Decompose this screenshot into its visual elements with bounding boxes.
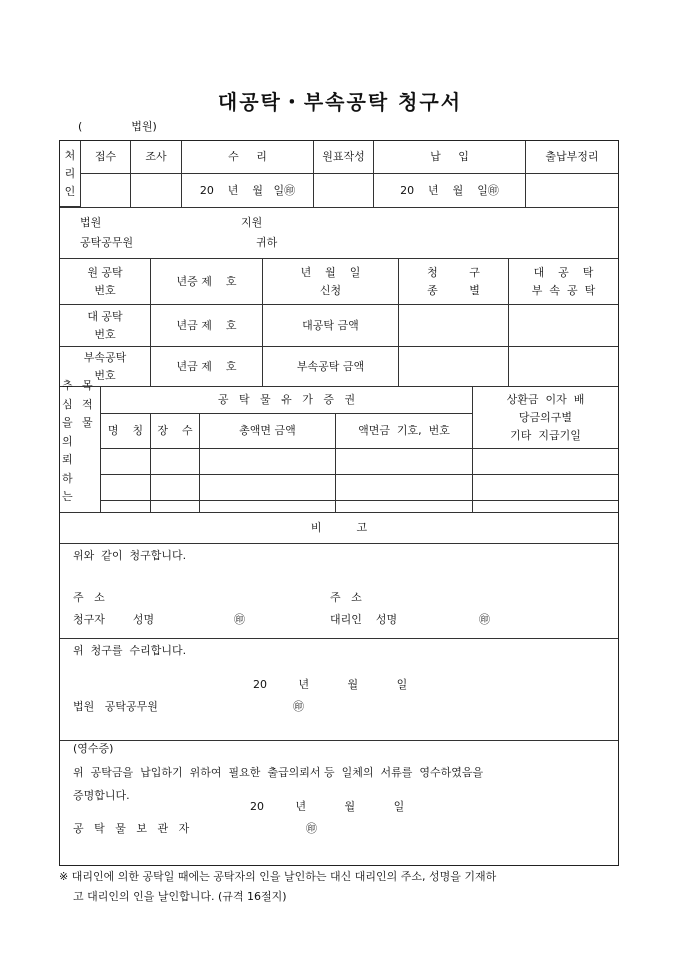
acceptance-officer: 법원 공탁공무원 (73, 700, 158, 713)
sub-no-label: 대 공탁 번호 (59, 304, 151, 347)
receipt-keeper: 공 탁 물 보 관 자 (73, 822, 190, 835)
securities-cell-total[interactable] (199, 448, 336, 475)
securities-side-label-1: 추 심 을 의 뢰 하 는 (62, 379, 73, 503)
sub-amount-label: 대공탁 금액 (262, 304, 399, 347)
securities-header: 공 탁 물 유 가 증 권 (100, 386, 473, 414)
disbursement-cell[interactable] (525, 173, 619, 208)
addressee-box (59, 207, 619, 259)
securities-cell-count[interactable] (150, 474, 200, 501)
securities-cell-payment-info[interactable] (472, 448, 619, 475)
acceptance-statement: 위 청구를 수리합니다. (73, 644, 187, 657)
remarks-header: 비 고 (59, 512, 619, 544)
form-title: 대공탁・부속공탁 청구서 (217, 90, 463, 114)
col-serial: 액면금 기호, 번호 (335, 413, 473, 449)
payment-date[interactable]: 20 년 월 일㊞ (373, 173, 526, 208)
securities-side-label-2: 목 적 물 (82, 379, 93, 429)
header-investigation: 조사 (130, 140, 182, 174)
claimant-name[interactable]: 청구자 성명 (73, 613, 155, 626)
col-total: 총액면 금액 (199, 413, 336, 449)
receipt-body: 위 공탁금을 납입하기 위하여 필요한 출급의뢰서 등 일체의 서류를 영수하였음을 증명합니다. (73, 766, 484, 802)
receipt-title: (영수증) (73, 742, 114, 755)
request-statement: 위와 같이 청구합니다. (73, 549, 187, 562)
receipt-cell[interactable] (80, 173, 131, 208)
securities-cell-name[interactable] (100, 474, 151, 501)
sub-amount-value[interactable] (398, 304, 509, 347)
header-ledger: 원표작성 (313, 140, 374, 174)
header-disbursement: 출납부정리 (525, 140, 619, 174)
agent-seal-icon: ㊞ (479, 613, 490, 626)
att-amount-extra[interactable] (508, 346, 619, 387)
orig-no-label: 원 공탁 번호 (59, 258, 151, 305)
addressee-honorific: 귀하 (256, 236, 278, 249)
att-no-value[interactable]: 년금 제 호 (150, 346, 263, 387)
investigation-cell[interactable] (130, 173, 182, 208)
securities-cell-payment-info[interactable] (472, 474, 619, 501)
addressee-branch: 지원 (241, 216, 263, 229)
sub-no-value[interactable]: 년금 제 호 (150, 304, 263, 347)
att-no-label: 부속공탁 번호 (59, 346, 151, 387)
header-acceptance: 수 리 (181, 140, 314, 174)
securities-cell-total[interactable] (199, 474, 336, 501)
agent-address[interactable]: 주 소 (330, 591, 362, 604)
col-count: 장 수 (150, 413, 200, 449)
receipt-date-line[interactable]: 20 년 월 일 (250, 800, 405, 813)
header-payment: 납 입 (373, 140, 526, 174)
orig-no-value[interactable]: 년증 제 호 (150, 258, 263, 305)
agent-name[interactable]: 대리인 성명 (330, 613, 398, 626)
addressee-court: 법원 (80, 216, 102, 229)
claimant-address[interactable]: 주 소 (73, 591, 105, 604)
att-amount-value[interactable] (398, 346, 509, 387)
processor-label: 처 리 인 (59, 140, 81, 207)
securities-cell-count[interactable] (150, 448, 200, 475)
sub-amount-extra[interactable] (508, 304, 619, 347)
kind-label: 청 구 종 별 (398, 258, 509, 305)
securities-cell-name[interactable] (100, 448, 151, 475)
att-amount-label: 부속공탁 금액 (262, 346, 399, 387)
footnote: ※ 대리인에 의한 공탁일 때에는 공탁자의 인을 날인하는 대신 대리인의 주소, 성명을 기재하 고 대리인의 인을 날인합니다. (규격 16절지) (59, 870, 497, 903)
acceptance-date[interactable]: 20 년 월 일㊞ (181, 173, 314, 208)
col-name: 명 칭 (100, 413, 151, 449)
securities-right-header: 상환금 이자 배 당금의구별 기타 지급기일 (472, 386, 619, 449)
receipt-seal-icon: ㊞ (306, 822, 317, 835)
securities-cell-serial[interactable] (335, 474, 473, 501)
acceptance-seal-icon: ㊞ (293, 700, 304, 713)
acceptance-date-line[interactable]: 20 년 월 일 (253, 678, 408, 691)
claimant-seal-icon: ㊞ (234, 613, 245, 626)
date-label: 년 월 일 신청 (262, 258, 399, 305)
ledger-cell[interactable] (313, 173, 374, 208)
kind-value[interactable]: 대 공 탁 부 속 공 탁 (508, 258, 619, 305)
addressee-officer: 공탁공무원 (80, 236, 134, 249)
securities-cell-serial[interactable] (335, 448, 473, 475)
header-receipt: 접수 (80, 140, 131, 174)
court-line: ( 법원) (78, 120, 157, 133)
